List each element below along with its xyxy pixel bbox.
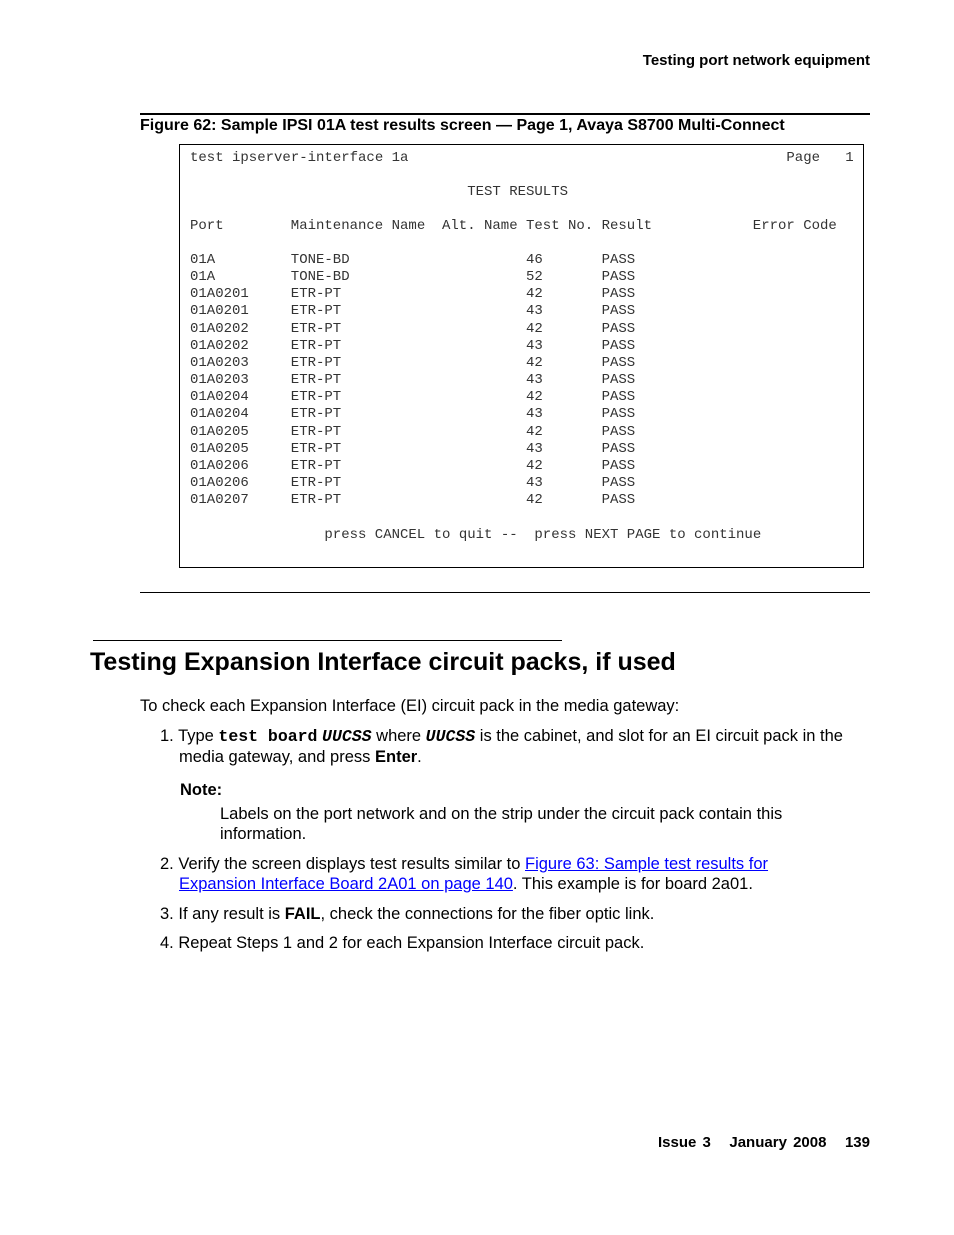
fail-text: FAIL: [284, 905, 321, 923]
cell-result: PASS: [601, 354, 636, 371]
cancel-hint: press CANCEL to quit --: [324, 527, 518, 543]
cell-port: 01A0205: [190, 440, 249, 457]
cell-test-no: 43: [526, 303, 543, 320]
cell-result: PASS: [601, 372, 636, 389]
table-row: [190, 303, 860, 320]
table-row: [190, 269, 860, 286]
cell-port: 01A0207: [190, 492, 249, 509]
cell-test-no: 42: [526, 286, 543, 303]
cell-port: 01A0203: [190, 372, 249, 389]
cell-maintenance-name: TONE-BD: [290, 252, 350, 268]
section-title: Testing Expansion Interface circuit packs, if used: [90, 648, 676, 676]
cell-test-no: 42: [526, 389, 543, 406]
text: . This example is for board 2a01.: [512, 875, 753, 893]
cell-result: PASS: [601, 389, 636, 406]
title-line: [190, 184, 860, 201]
cell-result: PASS: [601, 474, 636, 491]
table-row: [190, 252, 860, 269]
cell-maintenance-name: ETR-PT: [290, 354, 342, 371]
cell-test-no: 52: [526, 269, 543, 286]
date: January 2008: [729, 1134, 827, 1151]
figure-63-link-cont[interactable]: Expansion Interface Board 2A01 on page 140: [179, 875, 513, 893]
cell-port: 01A0205: [190, 423, 249, 440]
command-text: test board: [218, 727, 318, 746]
col-result: Result: [601, 218, 653, 234]
figure-caption: Figure 62: Sample IPSI 01A test results screen — Page 1, Avaya S8700 Multi-Connect: [140, 117, 785, 134]
cell-port: 01A0206: [190, 457, 249, 474]
cell-maintenance-name: TONE-BD: [290, 269, 350, 286]
cell-test-no: 43: [526, 406, 543, 423]
step-number: 1.: [160, 727, 174, 745]
table-row: [190, 492, 860, 509]
cell-maintenance-name: ETR-PT: [290, 406, 342, 423]
cell-test-no: 43: [526, 372, 543, 389]
text: If any result is: [178, 905, 285, 923]
cell-maintenance-name: ETR-PT: [290, 303, 342, 320]
cell-test-no: 42: [526, 492, 543, 509]
cell-test-no: 42: [526, 320, 543, 337]
step-2: [160, 854, 860, 894]
variable: UUCSS: [322, 727, 372, 746]
step-number: 3.: [160, 905, 174, 923]
table-row: [190, 355, 860, 372]
table-row: [190, 286, 860, 303]
figure-63-link[interactable]: Figure 63: Sample test results for: [525, 855, 769, 873]
cell-result: PASS: [601, 303, 636, 320]
table-row: [190, 406, 860, 423]
step-3: [160, 904, 654, 924]
cell-result: PASS: [601, 320, 636, 337]
cell-result: PASS: [601, 423, 636, 440]
cell-result: PASS: [601, 252, 636, 268]
key-name: Enter: [374, 748, 418, 766]
text: Verify the screen displays test results similar to: [178, 855, 525, 873]
screen-title-line: [190, 150, 860, 167]
cell-test-no: 43: [526, 337, 543, 354]
cell-maintenance-name: ETR-PT: [290, 457, 342, 474]
cell-result: PASS: [601, 440, 636, 457]
cell-test-no: 46: [526, 252, 543, 268]
cell-test-no: 42: [526, 423, 543, 440]
running-header: Testing port network equipment: [642, 52, 870, 69]
issue: Issue 3: [657, 1134, 711, 1151]
table-row: [190, 475, 860, 492]
cell-result: PASS: [601, 269, 636, 286]
cell-maintenance-name: ETR-PT: [290, 474, 342, 491]
table-row: [190, 321, 860, 338]
figure-top-rule: [140, 113, 870, 115]
text: where: [371, 727, 426, 745]
cell-maintenance-name: ETR-PT: [290, 492, 342, 509]
col-port: Port: [190, 218, 224, 234]
page-label: Page: [786, 150, 820, 166]
table-row: [190, 424, 860, 441]
table-row: [190, 458, 860, 475]
cell-port: 01A0202: [190, 320, 249, 337]
table-row: [190, 389, 860, 406]
cell-result: PASS: [601, 492, 636, 509]
step-4: [160, 933, 644, 953]
text: .: [417, 748, 422, 766]
cell-port: 01A0204: [190, 389, 249, 406]
cell-test-no: 42: [526, 354, 543, 371]
cell-maintenance-name: ETR-PT: [290, 440, 342, 457]
cell-port: 01A0204: [190, 406, 249, 423]
cell-maintenance-name: ETR-PT: [290, 337, 342, 354]
step-1: [160, 726, 870, 767]
figure-bottom-rule: [140, 592, 870, 593]
variable: UUCSS: [425, 727, 476, 746]
terminal-screen: [179, 144, 864, 568]
next-page-hint: press NEXT PAGE to continue: [534, 527, 762, 543]
page-footer: [658, 1134, 870, 1151]
cell-port: 01A0201: [190, 303, 249, 320]
cell-maintenance-name: ETR-PT: [290, 286, 342, 303]
note-label: Note:: [180, 781, 223, 799]
col-test-no: Test No.: [526, 218, 594, 234]
table-row: [190, 441, 860, 458]
cell-result: PASS: [601, 337, 636, 354]
cell-maintenance-name: ETR-PT: [290, 389, 342, 406]
intro-text: To check each Expansion Interface (EI) circuit pack in the media gateway:: [140, 697, 680, 715]
cell-maintenance-name: ETR-PT: [290, 423, 342, 440]
screen-title: TEST RESULTS: [467, 184, 569, 200]
table-row: [190, 372, 860, 389]
step-number: 2.: [160, 855, 174, 873]
note-text: Labels on the port network and on the strip under the circuit pack contain this information.: [220, 805, 783, 843]
page-number: 1: [845, 150, 854, 166]
text: media gateway, and press: [179, 748, 375, 766]
cell-port: 01A0201: [190, 286, 249, 303]
text: is the cabinet, and slot for an EI circuit pack in the: [475, 727, 843, 745]
col-maint-name: Maintenance Name: [290, 218, 426, 234]
cell-result: PASS: [601, 286, 636, 303]
cell-test-no: 43: [526, 440, 543, 457]
text: Type: [178, 727, 219, 745]
page-number: 139: [844, 1134, 870, 1151]
cell-port: 01A0202: [190, 337, 249, 354]
cell-port: 01A0203: [190, 354, 249, 371]
cell-port: 01A0206: [190, 474, 249, 491]
cell-result: PASS: [601, 406, 636, 423]
cell-port: 01A: [190, 252, 216, 268]
column-headers: [190, 218, 860, 235]
cell-maintenance-name: ETR-PT: [290, 320, 342, 337]
text: Repeat Steps 1 and 2 for each Expansion Interface circuit pack.: [178, 934, 645, 952]
cell-maintenance-name: ETR-PT: [290, 372, 342, 389]
step-number: 4.: [160, 934, 174, 952]
screen-footer: [190, 527, 860, 544]
section-rule: [93, 640, 562, 641]
cell-test-no: 42: [526, 457, 543, 474]
command: test ipserver-interface 1a: [190, 150, 409, 166]
cell-result: PASS: [601, 457, 636, 474]
cell-port: 01A: [190, 269, 216, 286]
col-alt-name: Alt. Name: [442, 218, 518, 234]
col-error-code: Error Code: [752, 218, 837, 234]
table-row: [190, 338, 860, 355]
text: , check the connections for the fiber optic link.: [320, 905, 655, 923]
cell-test-no: 43: [526, 474, 543, 491]
